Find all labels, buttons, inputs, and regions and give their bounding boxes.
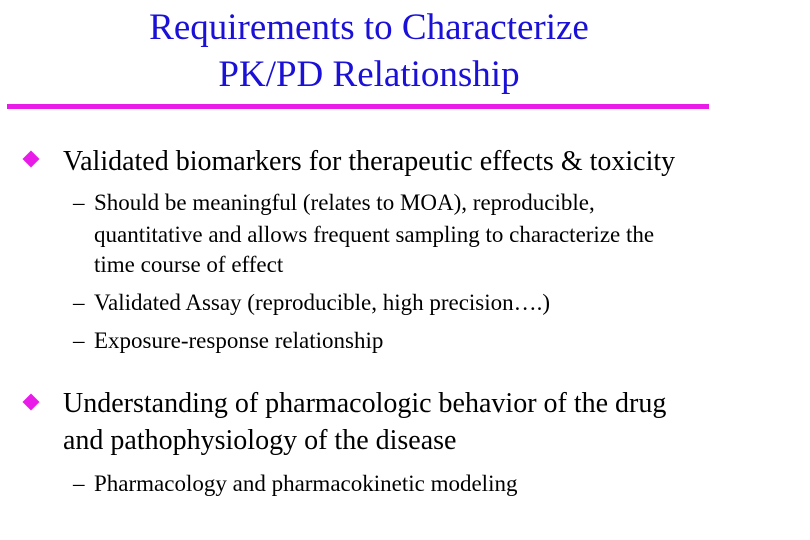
diamond-bullet-icon — [23, 394, 40, 411]
slide-title-line-1: Requirements to Characterize — [149, 7, 589, 48]
sub-bullet-2-1: Pharmacology and pharmacokinetic modeling — [94, 471, 518, 496]
sub-bullet-1-2: Validated Assay (reproducible, high precision….) — [94, 290, 551, 315]
sub-bullet-dash: – — [73, 471, 85, 496]
sub-bullet-1-1-line-1: Should be meaningful (relates to MOA), reproducible, — [94, 190, 595, 215]
sub-bullet-dash: – — [73, 190, 85, 215]
bullet-2-line-2: and pathophysiology of the disease — [63, 425, 457, 456]
sub-bullet-dash: – — [73, 290, 85, 315]
bullet-2-line-1: Understanding of pharmacologic behavior of the drug — [63, 388, 667, 419]
sub-bullet-dash: – — [73, 328, 85, 353]
sub-bullet-1-1-line-2: quantitative and allows frequent sampling to characterize the — [94, 222, 655, 247]
sub-bullet-1-3: Exposure-response relationship — [94, 328, 384, 353]
diamond-bullet-icon — [23, 151, 40, 168]
title-divider — [7, 104, 709, 109]
bullet-1-text: Validated biomarkers for therapeutic effects & toxicity — [63, 146, 676, 177]
sub-bullet-1-1-line-3: time course of effect — [94, 252, 284, 277]
slide-title-line-2: PK/PD Relationship — [218, 54, 520, 95]
